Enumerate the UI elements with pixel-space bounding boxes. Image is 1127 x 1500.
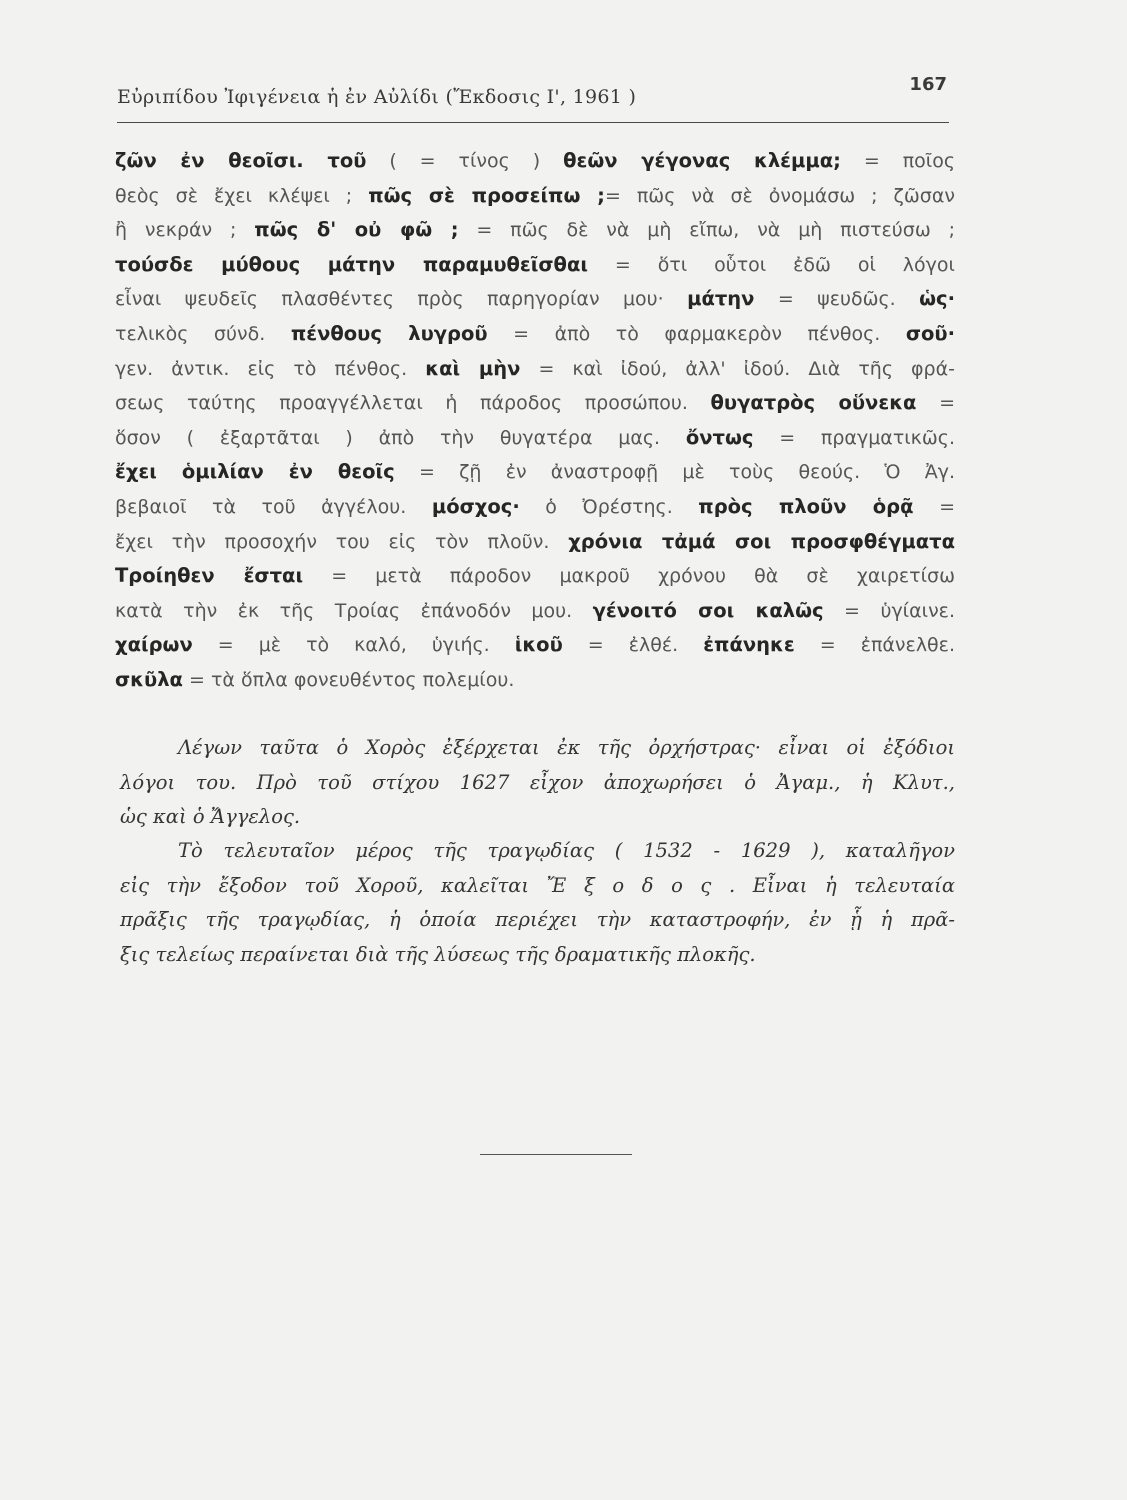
gloss: = ὅτι οὗτοι ἐδῶ οἱ λόγοι (587, 253, 955, 276)
paragraph-line: Λέγων ταῦτα ὁ Χορὸς ἐξέρχεται ἐκ τῆς ὀρχήστρας· εἶναι οἱ ἐξόδιοι (178, 736, 955, 759)
paragraph-line: πρᾶξις τῆς τραγῳδίας, ἡ ὁποία περιέχει τὴν καταστροφήν, ἐν ᾗ ἡ πρᾶ- (120, 908, 955, 931)
header-title: Εὐριπίδου Ἰφιγένεια ἡ ἐν Αὐλίδι (Ἔκδοσις Ι', 1961 ) (117, 86, 637, 108)
gloss: = μὲ τὸ καλό, ὑγιής. (192, 634, 515, 657)
gloss: = τὰ ὅπλα φονευθέντος πολεμίου. (182, 668, 515, 691)
lemma: πρὸς πλοῦν ὁρᾷ (698, 494, 914, 518)
lemma: Τροίηθεν ἔσται (115, 564, 304, 588)
note-line (115, 628, 955, 663)
commentary-paragraph-exit-of-chorus (120, 731, 955, 835)
paragraph-line: ξις τελείως περαίνεται διὰ τῆς λύσεως τῆς δραματικῆς πλοκῆς. (120, 942, 756, 966)
lemma: γένοιτό σοι καλῶς (592, 598, 824, 622)
paragraph-line: λόγοι του. Πρὸ τοῦ στίχου 1627 εἶχον ἀποχωρήσει ὁ Ἀγαμ., ἡ Κλυτ., (120, 770, 955, 794)
gloss: = (916, 392, 955, 415)
note-line (115, 317, 955, 352)
gloss: = ἐλθέ. (562, 634, 704, 657)
lemma: καὶ μὴν (425, 356, 521, 380)
lemma: χρόνια τἀμά σοι προσφθέγματα (568, 529, 955, 553)
lemma: τούσδε μύθους μάτην παραμυθεῖσθαι (115, 252, 588, 276)
lemma: ὄντως (685, 425, 754, 449)
note-line (115, 490, 955, 525)
page-number: 167 (909, 74, 947, 95)
gloss: = ἀπὸ τὸ φαρμακερὸν πένθος. (487, 322, 906, 345)
gloss: = μετὰ πάροδον μακροῦ χρόνου θὰ σὲ χαιρετίσω (303, 565, 955, 588)
lemma: πένθους λυγροῦ (290, 321, 488, 345)
gloss: κατὰ τὴν ἐκ τῆς Τροίας ἐπάνοδόν μου. (115, 599, 593, 622)
gloss: = πῶς νὰ σὲ ὀνομάσω ; ζῶσαν (604, 184, 955, 207)
gloss: ἢ νεκράν ; (115, 219, 255, 242)
note-line (115, 213, 955, 248)
note-line (115, 663, 955, 698)
note-line (115, 421, 955, 456)
glossary-notes (115, 144, 955, 698)
gloss: = ποῖος (840, 150, 955, 172)
lemma: χαίρων (115, 633, 193, 657)
lemma: πῶς σὲ προσείπω ; (368, 183, 605, 207)
commentary-paragraph-exodos (120, 834, 955, 972)
gloss: βεβαιοῖ τὰ τοῦ ἀγγέλου. (115, 495, 432, 518)
note-line (115, 144, 955, 179)
gloss: σεως ταύτης προαγγέλλεται ἡ πάροδος προσώπου. (115, 392, 711, 415)
lemma: μάτην (687, 287, 755, 311)
lemma: σοῦ· (905, 321, 956, 345)
paragraph-line: Τὸ τελευταῖον μέρος τῆς τραγῳδίας ( 1532 - 1629 ), καταλῆγον (178, 839, 955, 862)
gloss: γεν. ἀντικ. εἰς τὸ πένθος. (115, 357, 426, 380)
lemma: ἔχει ὁμιλίαν ἐν θεοῖς (115, 460, 395, 484)
end-rule (480, 1154, 632, 1155)
gloss: ἔχει τὴν προσοχήν του εἰς τὸν πλοῦν. (115, 530, 569, 553)
note-line (115, 594, 955, 629)
note-line (115, 559, 955, 594)
gloss: ( = τίνος ) (366, 150, 564, 172)
gloss: = πραγματικῶς. (753, 426, 955, 449)
note-line (115, 525, 955, 560)
running-header (117, 70, 949, 123)
gloss: = ζῇ ἐν ἀναστροφῇ μὲ τοὺς θεούς. Ὁ Ἀγ. (394, 461, 956, 484)
paragraph-line: ὡς καὶ ὁ Ἄγγελος. (120, 805, 301, 828)
gloss: = καὶ ἰδού, ἀλλ' ἰδού. Διὰ τῆς φρά- (520, 357, 955, 380)
gloss: ὁ Ὀρέστης. (519, 495, 699, 518)
gloss: = (913, 495, 955, 518)
lemma: θεῶν γέγονας κλέμμα; (563, 149, 841, 172)
gloss: = πῶς δὲ νὰ μὴ εἴπω, νὰ μὴ πιστεύσω ; (458, 219, 955, 242)
note-line (115, 282, 955, 317)
note-line (115, 352, 955, 387)
note-line (115, 248, 955, 283)
lemma: ὡς· (919, 287, 955, 311)
paragraph-line: εἰς τὴν ἔξοδον τοῦ Χοροῦ, καλεῖται Ἔ ξ ο δ ο ς . Εἶναι ἡ τελευταία (120, 873, 955, 897)
lemma: ζῶν ἐν θεοῖσι. τοῦ (115, 149, 367, 172)
gloss: = ὑγίαινε. (823, 599, 955, 622)
lemma: ἱκοῦ (514, 633, 563, 657)
gloss: = ψευδῶς. (754, 288, 920, 311)
gloss: = ἐπάνελθε. (794, 634, 955, 657)
gloss: θεὸς σὲ ἔχει κλέψει ; (115, 184, 369, 207)
lemma: ἐπάνηκε (703, 633, 795, 657)
lemma: μόσχος· (431, 494, 520, 518)
lemma: πῶς δ' οὐ φῶ ; (254, 218, 459, 242)
gloss: ὅσον ( ἐξαρτᾶται ) ἀπὸ τὴν θυγατέρα μας. (115, 426, 686, 449)
note-line (115, 455, 955, 490)
lemma: σκῦλα (115, 667, 183, 691)
gloss: τελικὸς σύνδ. (115, 322, 291, 345)
lemma: θυγατρὸς οὕνεκα (710, 391, 917, 415)
note-line (115, 386, 955, 421)
gloss: εἶναι ψευδεῖς πλασθέντες πρὸς παρηγορίαν μου· (115, 288, 688, 311)
note-line (115, 179, 955, 214)
